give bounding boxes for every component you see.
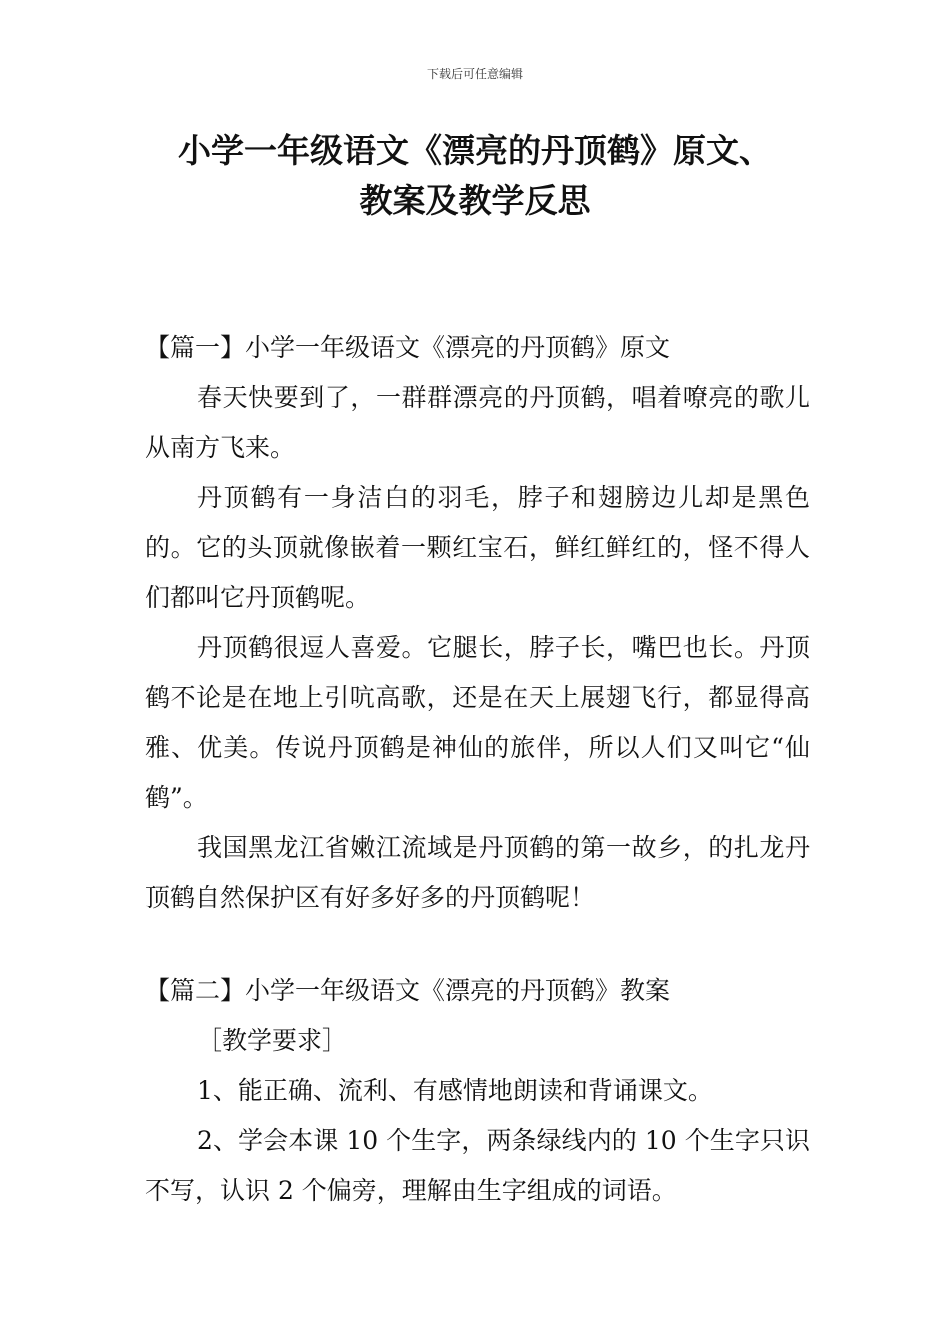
title-line-2: 教案及教学反思 (359, 181, 591, 220)
document-title (100, 126, 850, 226)
paragraph: 丹顶鹤很逗人喜爱。它腿长，脖子长，嘴巴也长。丹顶鹤不论是在地上引吭高歌，还是在天上展翅飞行，都显得高雅、优美。传说丹顶鹤是神仙的旅伴，所以人们又叫它“仙鹤”。 (145, 633, 810, 812)
header-note: 下载后可任意编辑 (426, 67, 523, 81)
title-line-1: 小学一年级语文《漂亮的丹顶鹤》原文、 (178, 131, 772, 170)
document-body (145, 323, 810, 1216)
paragraph: 春天快要到了，一群群漂亮的丹顶鹤，唱着嘹亮的歌儿从南方飞来。 (145, 383, 810, 462)
section-gap (145, 923, 810, 966)
paragraph: 丹顶鹤有一身洁白的羽毛，脖子和翅膀边儿却是黑色的。它的头顶就像嵌着一颗红宝石，鲜红鲜红的，怪不得人们都叫它丹顶鹤呢。 (145, 483, 810, 612)
section-1-heading: 【篇一】小学一年级语文《漂亮的丹顶鹤》原文 (145, 333, 671, 362)
paragraph: 我国黑龙江省嫩江流域是丹顶鹤的第一故乡，的扎龙丹顶鹤自然保护区有好多好多的丹顶鹤呢！ (145, 833, 810, 912)
list-item: 2、学会本课 10 个生字，两条绿线内的 10 个生字只识不写，认识 2 个偏旁，理解由生字组成的词语。 (145, 1126, 810, 1205)
list-item: 1、能正确、流利、有感情地朗读和背诵课文。 (197, 1076, 713, 1105)
section-2-heading: 【篇二】小学一年级语文《漂亮的丹顶鹤》教案 (145, 976, 671, 1005)
section-2-subheading: ［教学要求］ (197, 1026, 348, 1055)
